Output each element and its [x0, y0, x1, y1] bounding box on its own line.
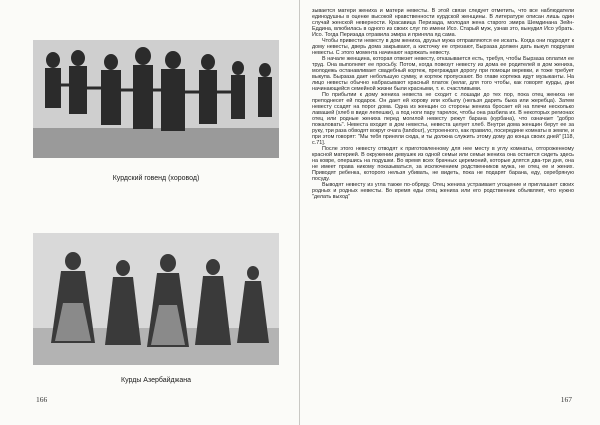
right-page	[300, 0, 600, 425]
paragraph-4: По прибытии к дому жениха невеста не сходит с лошади до тех пор, пока отец жениха не преподнесет ей подарок. Он дает ей корову или кобылу (нельзя дарить быка или жеребца). Затем невесту ссадят на порог дома. Одна из женщин со стороны жениха бросает ей на плечи несколько лавашей (хлеб в виде лепешки), а под ноги пару тарелок, чтобы она разбила их. В некоторых регионах отец или родные жениха перед могилой невесту режут барана (курбана), что означает "добро пожаловать". Невеста входит в дом невесты, невеста целует хлеб. Внутри дома женщин берут ее за руку, три раза обводят вокруг очага (tandour), устроенного, как правило, посередине комнаты в земле, и при этом говорят: "Мы тебя приняли сюда, и ты должна служить этому дому до конца своих дней" [118, с.71].	[312, 92, 574, 146]
body-text	[312, 8, 574, 200]
women-illustration	[33, 233, 279, 365]
photo-kurds-azerbaijan	[33, 233, 279, 365]
paragraph-5: После этого невесту отводят к приготовленному для нее месту в углу комнаты, отгороженному красной материей. В окружении девушек из одной семьи или семьи жениха она остается сидеть здесь на ковре, опершись на подушки. Во время всех брачных церемоний, которые длятся два-три дня, она не имеет права никому показываться, за исключением родственников мужа, не отец ее и жених. Приводят ребенка, которого нельзя убивать, не видеть, пока не подарят барана, еду, серебряную посуду.	[312, 146, 574, 182]
page-number-right: 167	[560, 395, 572, 404]
paragraph-1: зывается матери жениха и матери невесты. В этой связи следует отметить, что все наблюдатели единодушны в оценке высокой нравственности курдской женщины. В литературе описан лишь один случай женской неверности. Красавица Перизада, молодая жена старого эмира Шемдинана Зейн-Еддина, влюбилась в одного из своих слуг по имени Исо. Старый муж, узнав это, вынудил Исо убрать. Исо. Тогда Перизада отравила эмира и приняла яд сама.	[312, 8, 574, 38]
paragraph-6: Выводят невесту из угла также по-обряду. Отец жениха устраивает угощение и приглашает своих родных и родных невесты. Во время еды отец жениха или его родственник объявляет, что нужно "делать выход"	[312, 182, 574, 200]
dancers-illustration	[33, 40, 279, 158]
page-number-left: 166	[36, 395, 48, 404]
photo1-caption: Курдский говенд (хоровод)	[112, 175, 200, 182]
photo2-caption: Курды Азербайджана	[121, 377, 191, 384]
paragraph-3: В начале женщина, которая отвезет невесту, отказывается есть, требуя, чтобы Бырзаза оплатил ее труд. Она выполняет ее просьбу. Потом, когда повезут невесту из дома ее родителей в дом жениха, молодежь останавливает свадебный кортеж, преграждая дорогу при помощи веревки, и тоже требует выкупа. Бырзаза дает небольшую сумму, и кортеж пропускают. Во главе кортежа идут музыканты. На лицо невесты обычно набрасывают красный платок (келаг, для того чтобы, как говорят курды, дни начинающейся семейной жизни были красными, т. е. счастливыми.	[312, 56, 574, 92]
photo-kurdish-govend	[33, 40, 279, 158]
paragraph-2: Чтобы привести невесту в дом жениха, друзья мужа отправляются ее искать. Когда они подходят к дому невесты, дверь дома закрывают, а кисточку ее отрезают, Бырзаза должен дать выкуп подругам невесты. С этого момента начинают наряжать невесту.	[312, 38, 574, 56]
